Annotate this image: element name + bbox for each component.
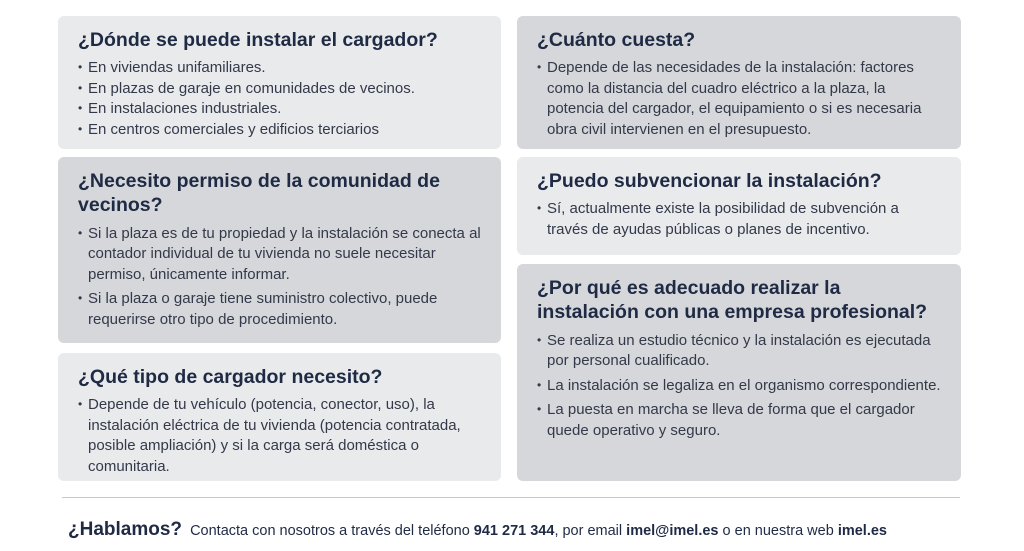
footer-email-link[interactable]: imel@imel.es xyxy=(626,523,719,539)
list-item: • En instalaciones industriales. xyxy=(78,99,483,120)
faq-title-empresa: ¿Por qué es adecuado realizar la instalación con una empresa profesional? xyxy=(537,277,928,324)
list-item: • Depende de tu vehículo (potencia, conector, uso), la instalación eléctrica de tu vivienda (potencia contratada, posible ampliación) y si la carga será doméstica o comunitaria. xyxy=(78,395,483,477)
faq-title-tipo: ¿Qué tipo de cargador necesito? xyxy=(78,366,383,388)
list-item: • La instalación se legaliza en el organismo correspondiente. xyxy=(537,376,943,397)
footer-divider xyxy=(62,497,960,498)
list-item: • Depende de las necesidades de la instalación: factores como la distancia del cuadro eléctrico a la plaza, la potencia del cargador, el equipamiento o si es necesaria obra civil intervienen en el presupuesto. xyxy=(537,58,943,140)
list-item: • La puesta en marcha se lleva de forma que el cargador quede operativo y seguro. xyxy=(537,400,943,441)
list-item: • En plazas de garaje en comunidades de vecinos. xyxy=(78,79,483,100)
faq-card-empresa xyxy=(517,264,961,481)
list-item: • Si la plaza o garaje tiene suministro colectivo, puede requerirse otro tipo de procedimiento. xyxy=(78,289,483,330)
list-item: • Se realiza un estudio técnico y la instalación es ejecutada por personal cualificado. xyxy=(537,331,943,372)
list-item: • En viviendas unifamiliares. xyxy=(78,58,483,79)
faq-card-cuanto xyxy=(517,16,961,149)
faq-list-empresa xyxy=(537,331,943,442)
footer-phone-link[interactable]: 941 271 344 xyxy=(473,523,555,539)
faq-list-tipo xyxy=(78,395,483,477)
faq-list-cuanto xyxy=(537,58,943,140)
footer-web-link[interactable]: imel.es xyxy=(837,523,887,539)
faq-title-subvencion: ¿Puedo subvencionar la instalación? xyxy=(537,170,882,192)
footer-lead: ¿Hablamos? xyxy=(68,519,183,540)
faq-list-subvencion xyxy=(537,199,943,240)
list-item: • Sí, actualmente existe la posibilidad de subvención a través de ayudas públicas o planes de incentivo. xyxy=(537,199,943,240)
footer-text-2: , por email xyxy=(554,523,623,539)
faq-card-subvencion xyxy=(517,157,961,255)
faq-title-permiso: ¿Necesito permiso de la comunidad de vecinos? xyxy=(78,170,440,217)
footer-text-1: Contacta con nosotros a través del teléfono xyxy=(190,523,470,539)
faq-list-donde xyxy=(78,58,483,140)
contact-footer xyxy=(68,519,887,541)
faq-title-cuanto: ¿Cuánto cuesta? xyxy=(537,29,696,51)
faq-list-permiso xyxy=(78,224,483,331)
faq-card-tipo xyxy=(58,353,501,481)
faq-card-permiso xyxy=(58,157,501,343)
list-item: • En centros comerciales y edificios terciarios xyxy=(78,120,483,141)
footer-text-3: o en nuestra web xyxy=(722,523,834,539)
faq-card-donde xyxy=(58,16,501,149)
faq-title-donde: ¿Dónde se puede instalar el cargador? xyxy=(78,29,438,51)
list-item: • Si la plaza es de tu propiedad y la instalación se conecta al contador individual de tu vivienda no suele necesitar permiso, únicamente informar. xyxy=(78,224,483,286)
